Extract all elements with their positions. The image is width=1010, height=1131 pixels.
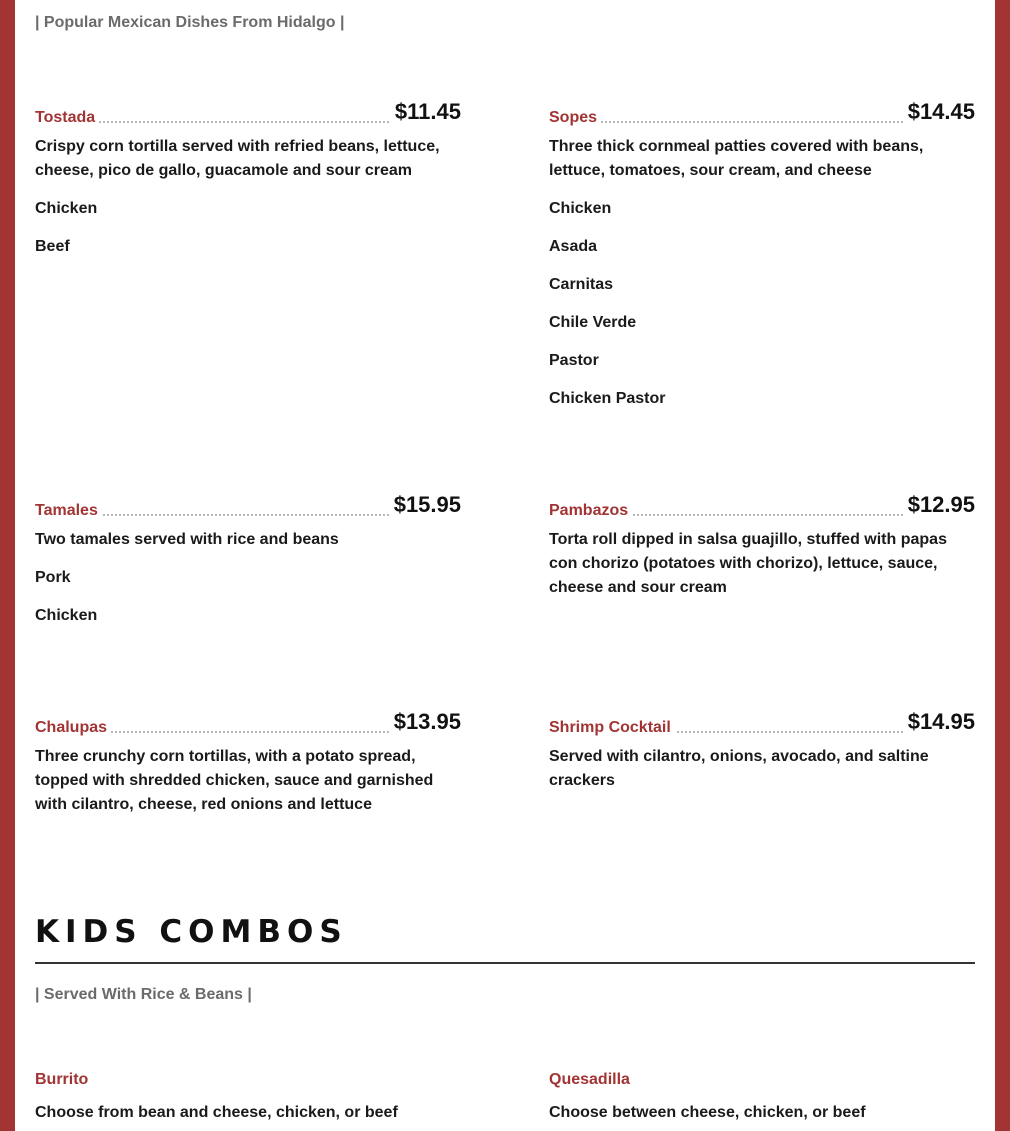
section-subtitle: | Popular Mexican Dishes From Hidalgo | [35,14,345,31]
menu-item-header [549,490,975,520]
menu-item-shrimp-cocktail [549,707,975,793]
menu-item-description: Two tamales served with rice and beans [35,531,339,548]
menu-item-price: $14.45 [904,99,975,125]
menu-item-price: $12.95 [904,492,975,518]
option-label: Pastor [549,352,599,369]
menu-item-name: Sopes [549,109,601,127]
menu-item-header [35,97,461,127]
menu-item-name: Shrimp Cocktail [549,719,675,737]
menu-item-name: Pambazos [549,502,632,520]
menu-item-chalupas [35,707,461,817]
option-label: Chicken [35,607,98,624]
menu-item-header [549,97,975,127]
menu-item-options [35,200,461,276]
menu-item-name: Chalupas [35,719,111,737]
menu-item-name: Burrito [35,1071,89,1088]
menu-item-name: Quesadilla [549,1071,630,1088]
menu-item-options [35,569,461,645]
option-label: Asada [549,238,598,255]
option-label: Chile Verde [549,314,637,331]
menu-item-header [35,707,461,737]
section-subtitle: | Served With Rice & Beans | [35,986,252,1003]
menu-item-name: Tamales [35,502,102,520]
option-label: Chicken [549,200,612,217]
menu-page [15,0,995,1131]
option-label: Carnitas [549,276,614,293]
section-divider [35,962,975,964]
menu-item-sopes [549,97,975,428]
option-label: Chicken Pastor [549,390,666,407]
section-title: KIDS COMBOS [35,914,348,950]
menu-item-tostada [35,97,461,276]
menu-item-description: Crispy corn tortilla served with refried beans, lettuce, cheese, pico de gallo, guacamole and sour cream [35,138,440,179]
menu-item-tamales [35,490,461,645]
menu-item-header [549,707,975,737]
menu-item-description: Three crunchy corn tortillas, with a potato spread, topped with shredded chicken, sauce and garnished with cilantro, cheese, red onions and lettuce [35,748,434,813]
menu-item-header [35,490,461,520]
menu-item-price: $14.95 [904,709,975,735]
option-label: Chicken [35,200,98,217]
menu-item-name: Tostada [35,109,99,127]
menu-item-price: $11.45 [391,99,461,125]
menu-item-pambazos [549,490,975,600]
menu-item-description: Choose from bean and cheese, chicken, or beef [35,1104,398,1121]
kids-item-burrito [35,1065,461,1125]
menu-item-description: Torta roll dipped in salsa guajillo, stuffed with papas con chorizo (potatoes with chorizo), lettuce, sauce, cheese and sour cream [549,531,947,596]
menu-item-description: Three thick cornmeal patties covered with beans, lettuce, tomatoes, sour cream, and cheese [549,138,924,179]
option-label: Pork [35,569,71,586]
menu-item-description: Served with cilantro, onions, avocado, and saltine crackers [549,748,929,789]
menu-item-price: $13.95 [390,709,461,735]
kids-item-quesadilla [549,1065,975,1125]
menu-item-options [549,200,975,428]
option-label: Beef [35,238,70,255]
menu-item-description: Choose between cheese, chicken, or beef [549,1104,866,1121]
menu-item-price: $15.95 [390,492,461,518]
